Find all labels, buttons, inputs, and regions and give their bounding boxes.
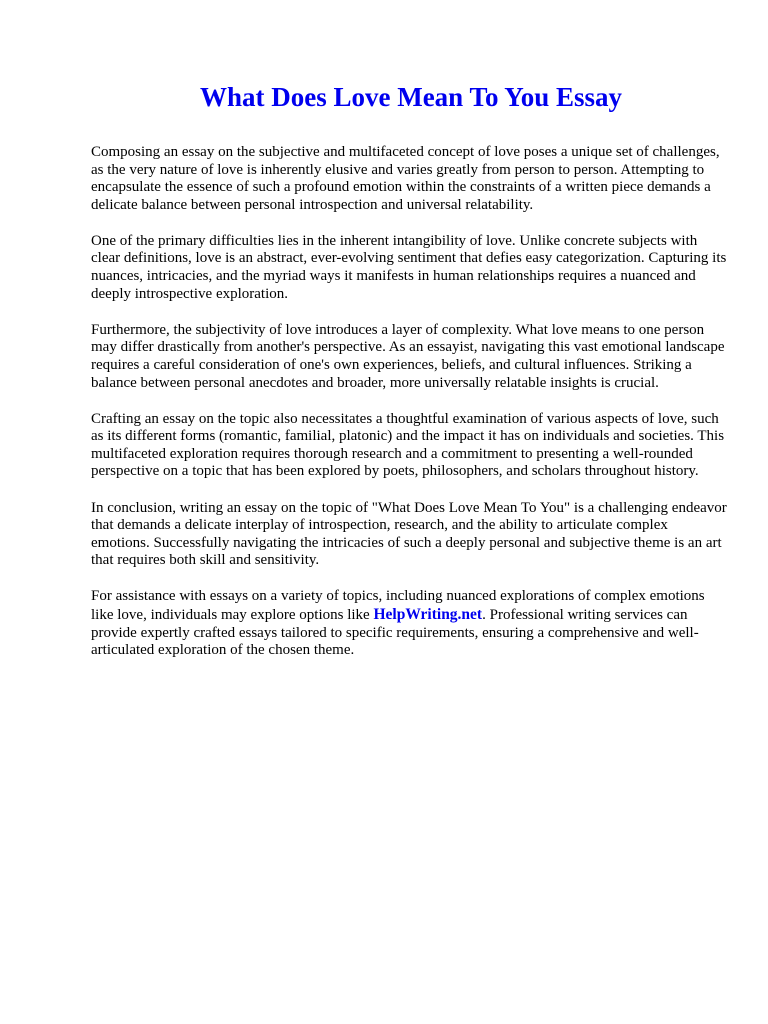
paragraph-6 — [91, 588, 727, 659]
paragraph-6-after-link: . Professional writing services can provide expertly crafted essays tailored to specific requirements, ensuring a comprehensive and well-articulated exploration of the chosen theme. — [91, 606, 699, 659]
paragraph-6-before-link: For assistance with essays on a variety of topics, including nuanced explorations of complex emotions like love, individuals may explore options like — [91, 588, 705, 623]
paragraph-1: Composing an essay on the subjective and multifaceted concept of love poses a unique set of challenges, as the very nature of love is inherently elusive and varies greatly from person to person. Attempting to encapsulate the essence of such a profound emotion within the constraints of a written piece demands a delicate balance between personal introspection and universal relatability. — [91, 144, 720, 213]
paragraph-3: Furthermore, the subjectivity of love introduces a layer of complexity. What love means to one person may differ drastically from another's perspective. As an essayist, navigating this vast emotional landscape requires a careful consideration of one's own experiences, beliefs, and cultural influences. Striking a balance between personal anecdotes and broader, more universally relatable insights is crucial. — [91, 321, 725, 391]
paragraph-2: One of the primary difficulties lies in the inherent intangibility of love. Unlike concrete subjects with clear definitions, love is an abstract, ever-evolving sentiment that defies easy categorization. Capturing its nuances, intricacies, and the myriad ways it manifests in human relationships requires a nuanced and deeply introspective exploration. — [91, 232, 727, 302]
paragraph-5: In conclusion, writing an essay on the topic of "What Does Love Mean To You" is a challenging endeavor that demands a delicate interplay of introspection, research, and the ability to articulate complex emotions. Successfully navigating the intricacies of such a deeply personal and subjective theme is an art that requires both skill and sensitivity. — [91, 499, 727, 569]
document-body — [91, 144, 727, 678]
document-title: What Does Love Mean To You Essay — [199, 82, 623, 112]
paragraph-4: Crafting an essay on the topic also necessitates a thoughtful examination of various aspects of love, such as its different forms (romantic, familial, platonic) and the impact it has on individuals and societies. This multifaceted exploration requires thorough research and a commitment to presenting a well-rounded perspective on a topic that has been explored by poets, philosophers, and scholars throughout history. — [91, 410, 725, 480]
helpwriting-link[interactable]: HelpWriting.net — [373, 605, 483, 623]
